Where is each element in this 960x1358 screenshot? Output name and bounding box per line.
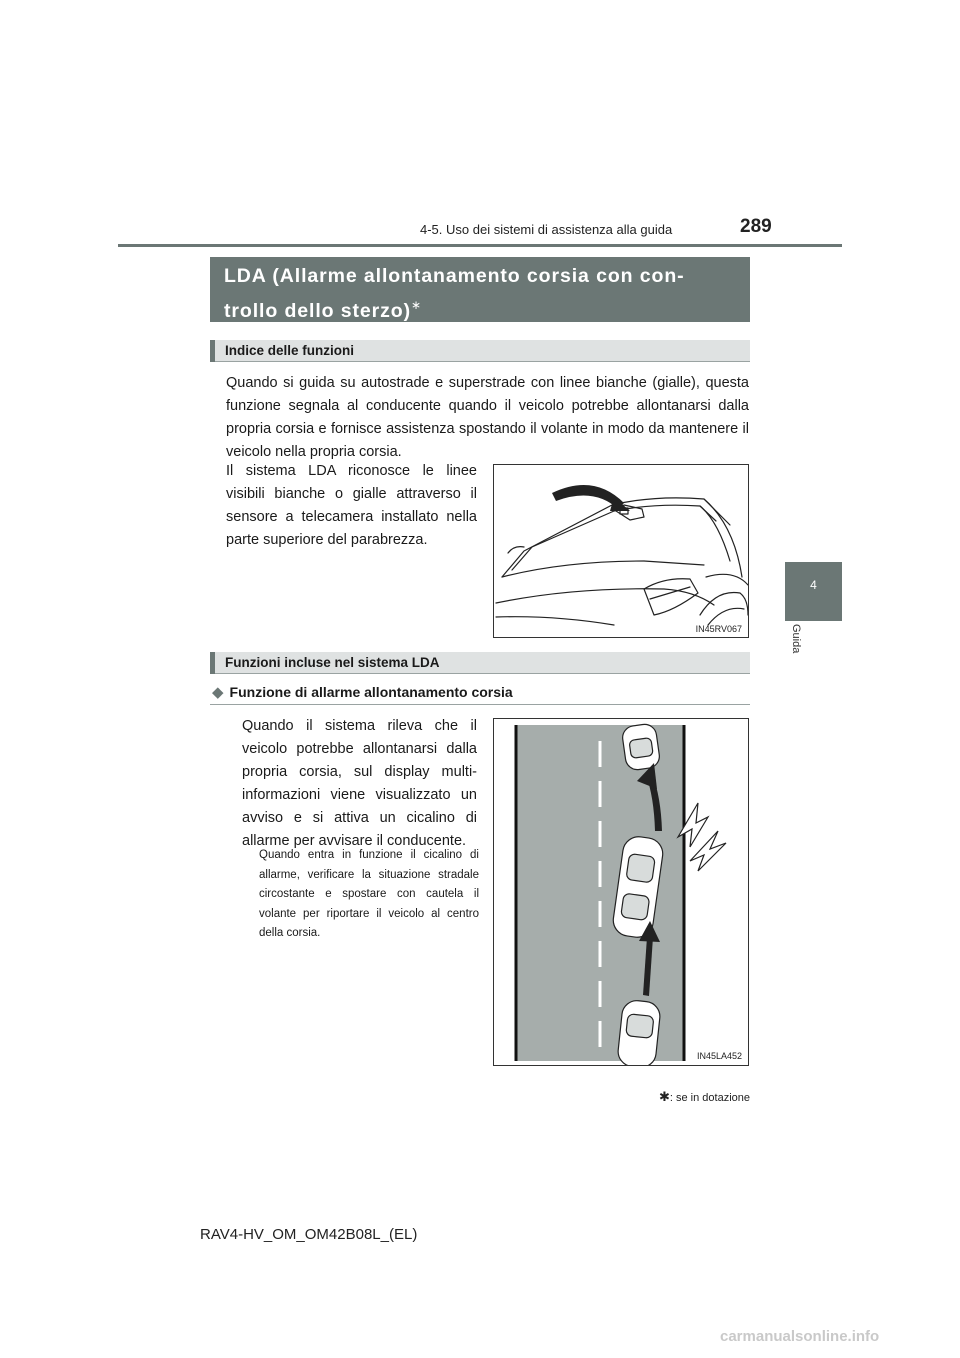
optional-equipment-marker: ∗	[411, 298, 422, 312]
page-title-text: LDA (Allarme allontanamento corsia con con-trollo dello sterzo)	[224, 265, 685, 322]
page-number: 289	[740, 216, 772, 237]
function-subheading-text: Funzione di allarme allontanamento corsia	[229, 684, 513, 700]
chapter-tab-number: 4	[810, 578, 817, 592]
function-subheading	[212, 683, 513, 701]
page-title	[210, 257, 750, 322]
diamond-icon: ◆	[212, 684, 224, 701]
section-breadcrumb: 4-5. Uso dei sistemi di assistenza alla guida	[420, 222, 673, 237]
section-heading-functions: Funzioni incluse nel sistema LDA	[210, 652, 750, 674]
figure-code: IN45RV067	[695, 624, 742, 634]
footnote-text: : se in dotazione	[669, 1092, 750, 1104]
chapter-tab-label: Guida	[790, 624, 802, 654]
manual-code: RAV4-HV_OM_OM42B08L_(EL)	[200, 1226, 418, 1243]
car-windshield-drawing	[494, 465, 748, 637]
header-divider	[118, 244, 842, 247]
asterisk-icon: ✱	[658, 1089, 670, 1104]
footnote	[600, 1089, 750, 1105]
figure-code: IN45LA452	[696, 1051, 742, 1061]
caution-note: Quando entra in funzione il cicalino di allarme, verificare la situazione stradale circostante e spostare con cautela il volante per riportare il veicolo al centro della corsia.	[259, 849, 479, 939]
lane-departure-illustration	[493, 718, 749, 1066]
camera-illustration	[493, 464, 749, 638]
road-drawing	[494, 719, 748, 1065]
subheading-divider	[210, 704, 750, 705]
intro-paragraph: Quando si guida su autostrade e superstrade con linee bianche (gialle), questa funzione segnala al conducente quando il veicolo potrebbe allontanarsi dalla propria corsia e fornisce assistenza spostando il volante in modo da mantenere il veicolo nella propria corsia.	[226, 375, 749, 460]
camera-paragraph: Il sistema LDA riconosce le linee visibili bianche o gialle attraverso il sensore a telecamera installato nella parte superiore del parabrezza.	[226, 463, 477, 548]
watermark[interactable]: carmanualsonline.info	[720, 1328, 880, 1345]
section-heading-index: Indice delle funzioni	[210, 340, 750, 362]
lane-departure-paragraph: Quando il sistema rileva che il veicolo potrebbe allontanarsi dalla propria corsia, sul display multi-informazioni viene visualizzato un avviso e si attiva un cicalino di allarme per avvisare il conducente.	[242, 718, 477, 849]
